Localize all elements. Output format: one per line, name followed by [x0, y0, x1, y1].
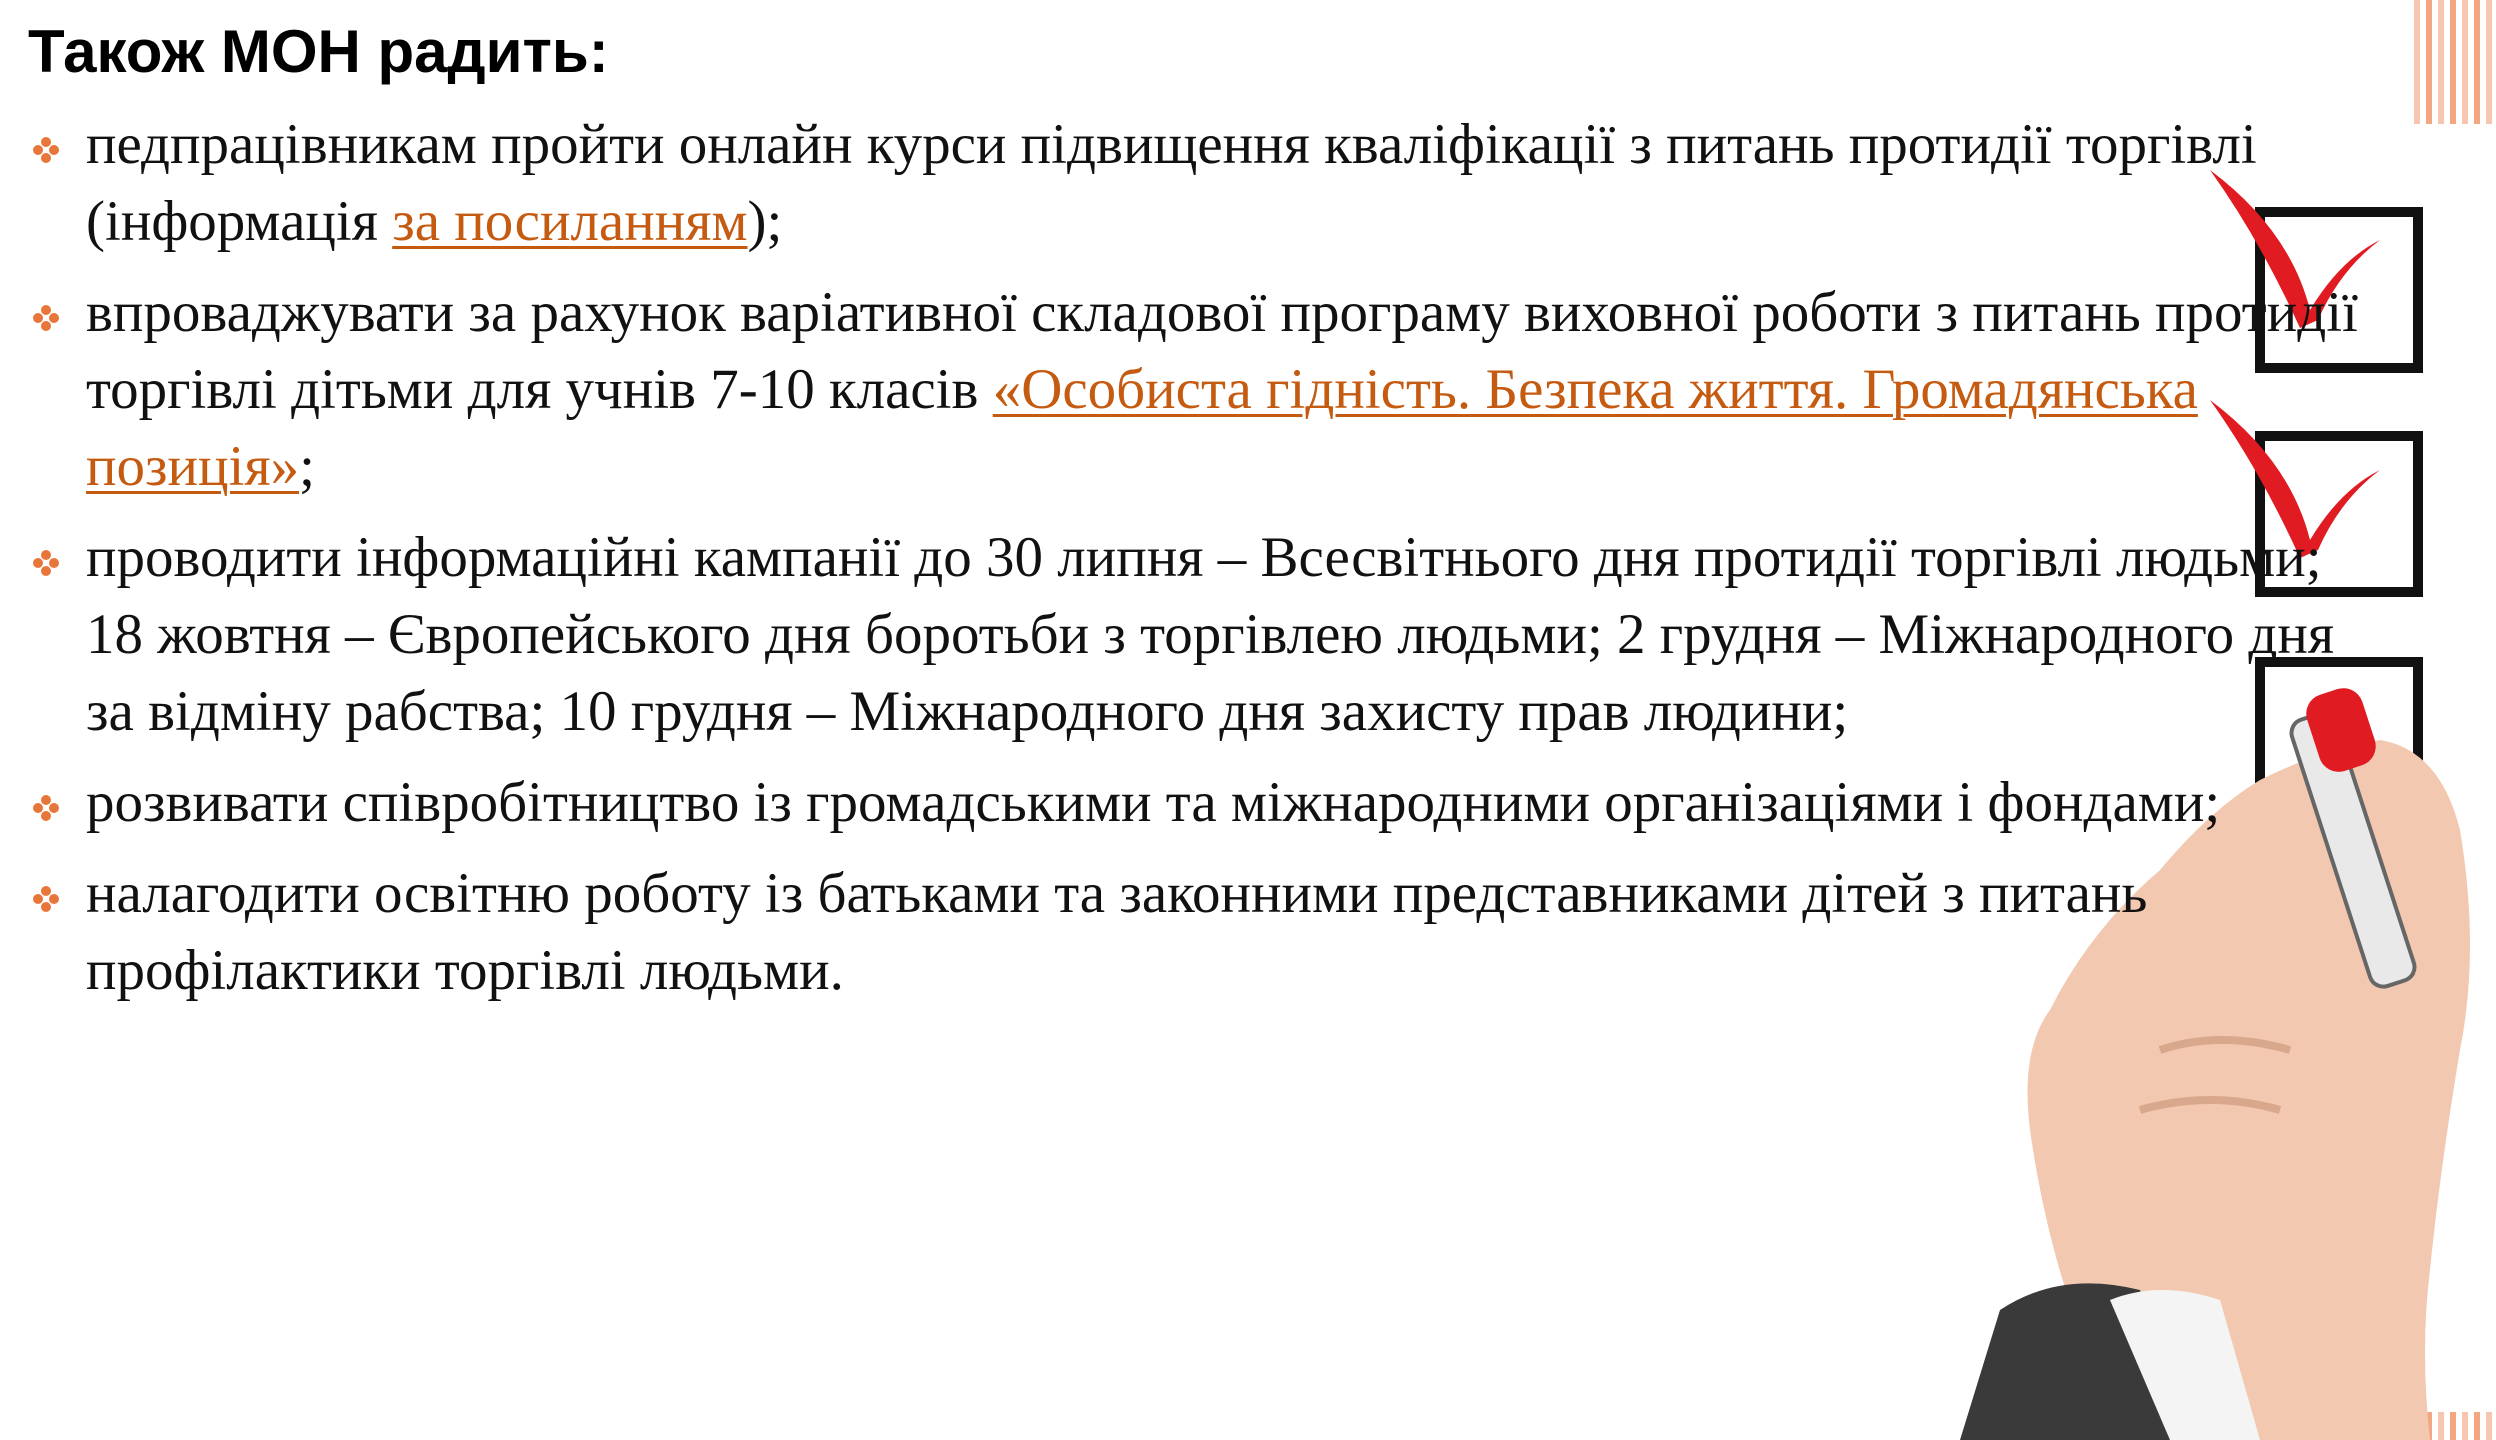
decorative-stripes	[2410, 0, 2496, 124]
item-text-end: ;	[299, 435, 315, 498]
list-item	[28, 274, 2368, 505]
item-text: розвивати співробітництво із громадськими та міжнародними організаціями і фондами;	[86, 771, 2221, 834]
item-text: педпрацівникам пройти онлайн курси підвищення кваліфікації з питань протидії торгівлі (інформація	[86, 113, 2257, 253]
slide-title: Також МОН радить:	[28, 18, 609, 85]
link-program[interactable]: «Особиста гідність. Безпека життя. Громадянська позиція»	[86, 358, 2198, 498]
diamond-bullet-icon	[32, 549, 60, 577]
item-text-end: );	[747, 190, 783, 253]
list-item	[28, 764, 2368, 841]
recommendations-list	[28, 106, 2368, 1023]
diamond-bullet-icon	[32, 885, 60, 913]
diamond-bullet-icon	[32, 136, 60, 164]
item-text: впроваджувати за рахунок варіативної складової програму виховної роботи з питань протидії торгівлі дітьми для учнів 7-10 класів	[86, 281, 2358, 421]
diamond-bullet-icon	[32, 794, 60, 822]
link-za-posylanniam[interactable]: за посиланням	[392, 190, 748, 253]
diamond-bullet-icon	[32, 304, 60, 332]
list-item	[28, 106, 2368, 260]
list-item	[28, 519, 2368, 750]
item-text: налагодити освітню роботу із батьками та законними представниками дітей з питань профілактики торгівлі людьми.	[86, 862, 2148, 1002]
list-item	[28, 855, 2368, 1009]
item-text: проводити інформаційні кампанії до 30 липня – Всесвітнього дня протидії торгівлі людьми; 18 жовтня – Європейського дня боротьби з торгівлею людьми; 2 грудня – Міжнародного дня за відміну рабства; 10 грудня – Міжнародного дня захисту прав людини;	[86, 526, 2335, 743]
